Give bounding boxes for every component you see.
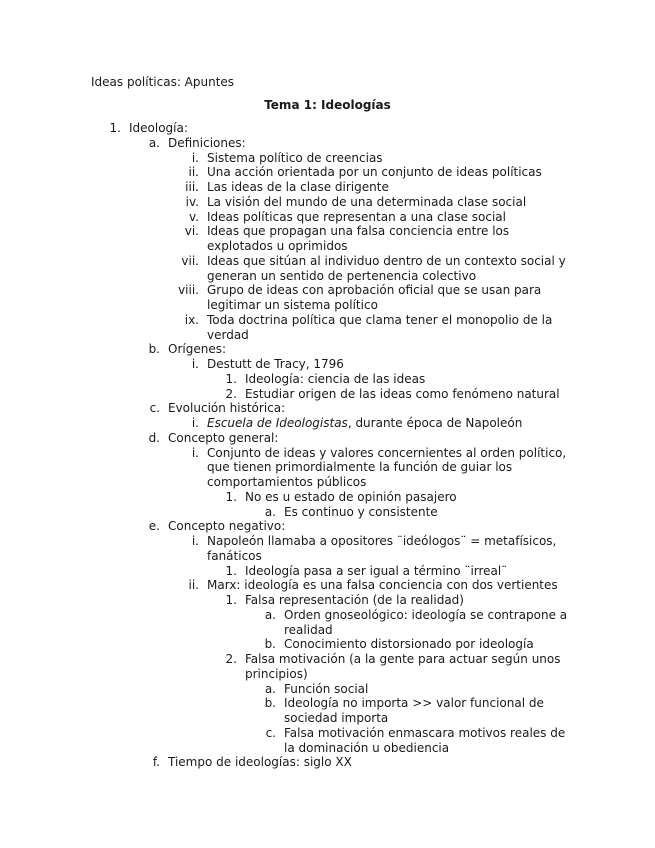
outline-marker: 1.	[225, 593, 237, 607]
outline-text: Napoleón llamaba a opositores ¨ideólogos¨ = metafísicos,	[207, 534, 557, 548]
document-header: Ideas políticas: Apuntes	[91, 75, 235, 89]
outline-text: No es u estado de opinión pasajero	[245, 490, 457, 504]
outline-marker: i.	[191, 416, 199, 430]
outline-marker: 1.	[225, 490, 237, 504]
outline-text: la dominación u obediencia	[284, 741, 450, 755]
outline-text: Destutt de Tracy, 1796	[207, 357, 344, 371]
outline-marker: vi.	[184, 224, 199, 238]
outline-text: Evolución histórica:	[168, 401, 286, 415]
outline-text: Una acción orientada por un conjunto de ideas políticas	[207, 165, 542, 179]
outline-text: verdad	[207, 328, 249, 342]
outline-text: Ideas que propagan una falsa conciencia entre los	[207, 224, 510, 238]
outline-text: Orden gnoseológico: ideología se contrapone a	[284, 608, 568, 622]
outline-marker: d.	[148, 431, 160, 445]
outline-marker: ii.	[188, 165, 199, 179]
outline-marker: iv.	[185, 195, 199, 209]
outline-marker: 1.	[225, 372, 237, 386]
outline-marker: iii.	[185, 180, 199, 194]
outline-text: Toda doctrina política que clama tener el monopolio de la	[207, 313, 553, 327]
outline-text: fanáticos	[207, 549, 262, 563]
outline-text	[207, 416, 522, 431]
outline-marker: 2.	[225, 652, 237, 666]
outline-text: comportamientos públicos	[207, 475, 367, 489]
outline-marker: 1.	[109, 121, 121, 135]
outline-text: explotados u oprimidos	[207, 239, 348, 253]
outline-text: Marx: ideología es una falsa conciencia con dos vertientes	[207, 578, 558, 592]
outline-marker: c.	[149, 401, 160, 415]
outline-text: principios)	[245, 667, 308, 681]
outline-marker: e.	[148, 519, 160, 533]
outline-text: Estudiar origen de las ideas como fenómeno natural	[245, 387, 560, 401]
outline-marker: b.	[264, 696, 276, 710]
outline-marker: i.	[191, 534, 199, 548]
outline-marker: v.	[189, 210, 199, 224]
outline-text: que tienen primordialmente la función de guiar los	[207, 460, 513, 474]
outline-marker: a.	[264, 505, 276, 519]
outline-text: Ideología pasa a ser igual a término ¨irreal¨	[245, 564, 508, 578]
document-title: Tema 1: Ideologías	[264, 98, 391, 112]
outline-text: generan un sentido de pertenencia colectivo	[207, 269, 477, 283]
outline-text: Falsa motivación (a la gente para actuar según unos	[245, 652, 561, 666]
outline-text: Es continuo y consistente	[284, 505, 438, 519]
outline-text: Conocimiento distorsionado por ideología	[284, 637, 534, 651]
outline-text: Ideología:	[129, 121, 188, 135]
outline-marker: vii.	[181, 254, 199, 268]
outline-text: Ideas que sitúan al individuo dentro de un contexto social y	[207, 254, 566, 268]
outline-text: Concepto general:	[168, 431, 279, 445]
outline-text: Grupo de ideas con aprobación oficial que se usan para	[207, 283, 542, 297]
outline-marker: b.	[148, 342, 160, 356]
outline-text-italic: Escuela de Ideologistas	[207, 416, 348, 430]
outline-text: sociedad importa	[284, 711, 389, 725]
outline-marker: i.	[191, 151, 199, 165]
outline-text: Ideología: ciencia de las ideas	[245, 372, 426, 386]
outline-text: Orígenes:	[168, 342, 226, 356]
outline-marker: 1.	[225, 564, 237, 578]
outline-marker: a.	[264, 608, 276, 622]
outline-text: Concepto negativo:	[168, 519, 286, 533]
outline-text: Falsa motivación enmascara motivos reales de	[284, 726, 566, 740]
outline-text: realidad	[284, 623, 333, 637]
outline-marker: a.	[148, 136, 160, 150]
outline-text: Ideas políticas que representan a una clase social	[207, 210, 506, 224]
outline-marker: i.	[191, 357, 199, 371]
outline-text: Falsa representación (de la realidad)	[245, 593, 464, 607]
outline-marker: i.	[191, 446, 199, 460]
outline-marker: b.	[264, 637, 276, 651]
outline-text: Función social	[284, 682, 369, 696]
outline-text: La visión del mundo de una determinada clase social	[207, 195, 527, 209]
outline-text: Sistema político de creencias	[207, 151, 383, 165]
outline-text: Conjunto de ideas y valores concernientes al orden político,	[207, 446, 567, 460]
outline-text: legitimar un sistema político	[207, 298, 378, 312]
outline-text: Tiempo de ideologías: siglo XX	[168, 755, 352, 769]
outline-text-rest: , durante época de Napoleón	[347, 416, 523, 430]
outline-text: Ideología no importa >> valor funcional de	[284, 696, 544, 710]
outline-marker: a.	[264, 682, 276, 696]
outline-marker: viii.	[178, 283, 199, 297]
outline-marker: ii.	[188, 578, 199, 592]
outline-marker: ix.	[184, 313, 199, 327]
outline-marker: 2.	[225, 387, 237, 401]
outline-text: Definiciones:	[168, 136, 246, 150]
outline-text: Las ideas de la clase dirigente	[207, 180, 389, 194]
outline-marker: c.	[265, 726, 276, 740]
outline-marker: f.	[152, 755, 160, 769]
